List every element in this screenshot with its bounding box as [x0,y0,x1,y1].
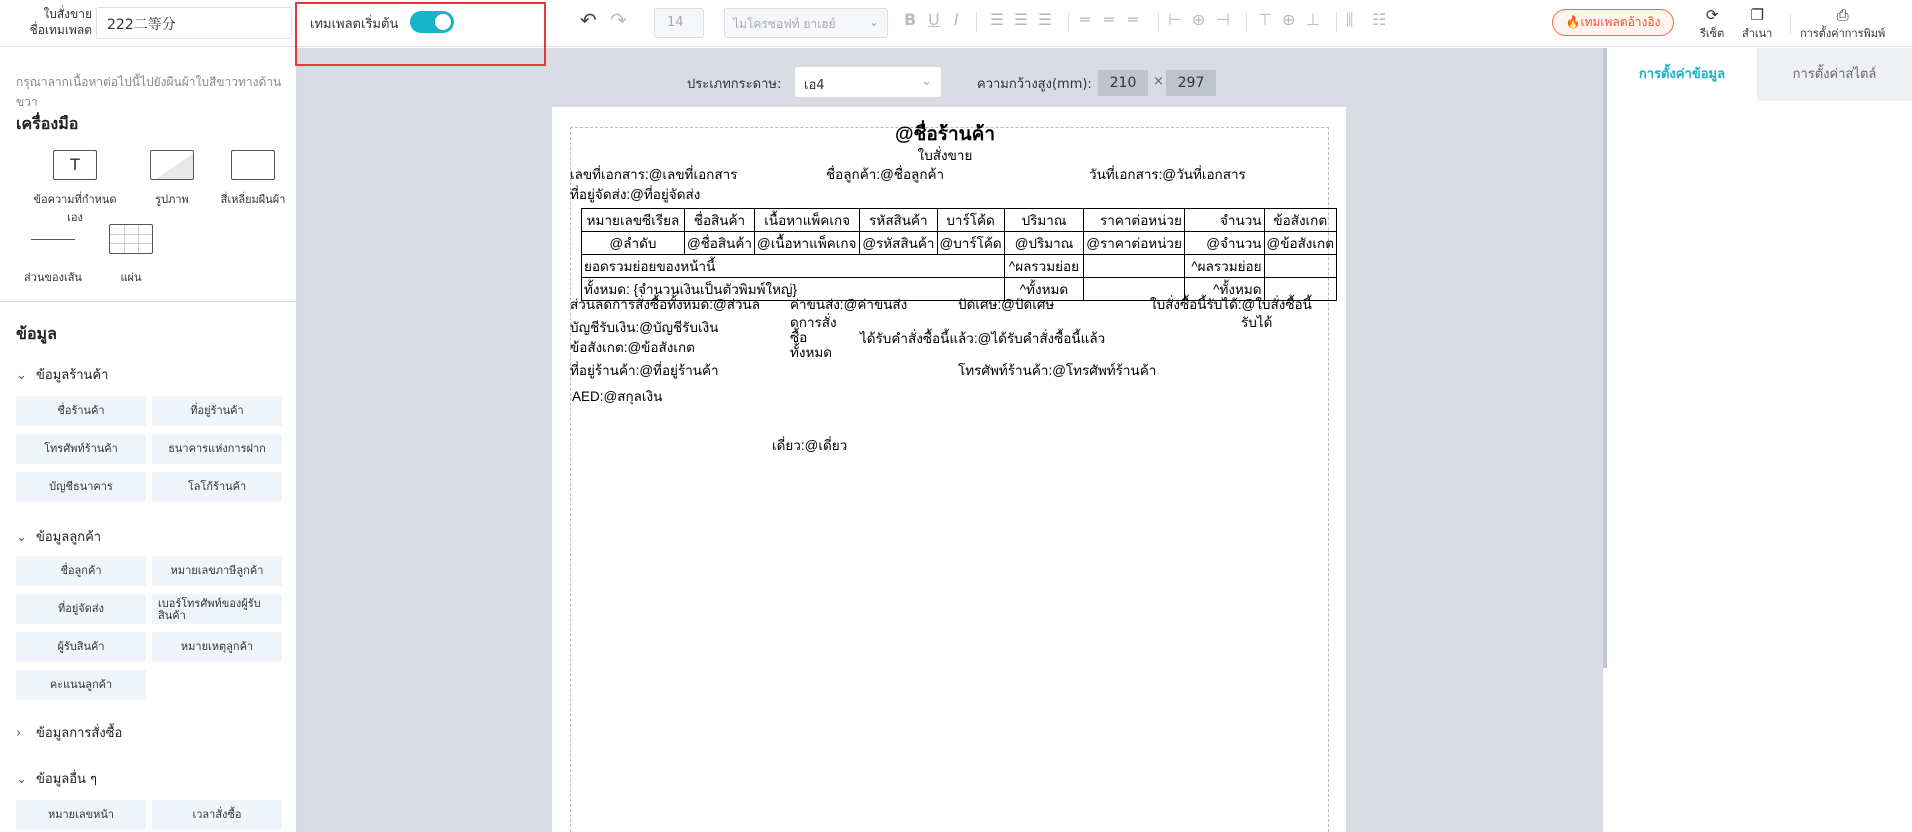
doc-number-field[interactable]: เลขที่เอกสาร:@เลขที่เอกสาร [570,167,738,182]
tab-data-settings[interactable]: การตั้งค่าข้อมูล [1607,48,1757,101]
discount-overflow: ดการสั่ง ซื้อ ทั้งหมด [790,315,837,360]
align-v-bottom-icon[interactable]: ⊥ [1306,10,1320,29]
copy-icon: ❐ [1750,6,1764,24]
header-cell: ชื่อสินค้า [684,209,754,232]
table-icon [109,224,153,254]
field-deposit-bank[interactable]: ธนาคารแห่งการฝาก [152,434,282,464]
field-customer-name[interactable]: ชื่อลูกค้า [16,556,146,586]
ship-address-field[interactable]: ที่อยู่จัดส่ง:@ที่อยู่จัดส่ง [570,187,701,202]
single-field[interactable]: เดี่ยว:@เดี่ยว [772,438,848,453]
field-store-logo[interactable]: โลโก้ร้านค้า [152,472,282,502]
highlight-box [295,2,546,66]
right-panel [1607,48,1912,832]
cell: @ลำดับ [582,232,685,255]
cell: ^ทั้งหมด [1184,278,1264,301]
tool-rectangle[interactable]: สี่เหลี่ยมผืนผ้า [208,150,298,208]
font-family-select[interactable]: ไมโครซอฟท์ ยาเฮย์ ⌄ [724,8,888,38]
undo-icon[interactable]: ↶ [580,8,597,32]
field-store-address[interactable]: ที่อยู่ร้านค้า [152,396,282,426]
header-cell: จำนวน [1184,209,1264,232]
template-name-label: ใบสั่งขาย ชื่อเทมเพลต [29,7,92,37]
align-v-center-icon[interactable]: ⊕ [1282,10,1296,29]
sidebar-divider [0,301,296,302]
tools-title: เครื่องมือ [16,114,79,133]
valign-bottom-icon[interactable]: ═ [1128,10,1138,29]
field-customer-tax-id[interactable]: หมายเลขภาษีลูกค้า [152,556,282,586]
tool-line[interactable]: ส่วนของเส้น [8,224,98,286]
redo-icon[interactable]: ↷ [610,8,627,32]
cell: @รหัสสินค้า [860,232,937,255]
distribute-v-icon[interactable]: ☷ [1372,10,1387,29]
tab-style-settings[interactable]: การตั้งค่าสไตล์ [1757,48,1912,101]
align-h-center-icon[interactable]: ⊕ [1192,10,1206,29]
chevron-down-icon: ⌄ [16,772,27,787]
cell: ทั้งหมด: {จำนวนเงินเป็นตัวพิมพ์ใหญ่} [582,278,1005,301]
align-right-icon[interactable]: ☰ [1038,10,1053,29]
cell: @เนื้อหาแพ็คเกจ [755,232,860,255]
field-shipping-address[interactable]: ที่อยู่จัดส่ง [16,594,146,624]
cell: @ปริมาณ [1004,232,1084,255]
header-cell: ราคาต่อหน่วย [1084,209,1185,232]
cell: @จำนวน [1184,232,1264,255]
receivable-wrap: รับได้ [1241,315,1273,330]
cell: @บาร์โค้ด [937,232,1004,255]
top-toolbar [0,0,1912,47]
cell: ^ผลรวมย่อย [1184,255,1264,278]
store-address-field[interactable]: ที่อยู่ร้านค้า:@ที่อยู่ร้านค้า [570,363,719,378]
field-customer-note[interactable]: หมายเหตุลูกค้า [152,632,282,662]
chevron-down-icon: ⌄ [921,74,932,89]
table-row [582,232,1337,255]
tool-custom-text[interactable]: T ข้อความที่กำหนดเอง [30,150,120,226]
table-header-row [582,209,1337,232]
paper-height-input[interactable]: 297 [1166,70,1216,96]
rounding-field[interactable]: ปัดเศษ:@ปัดเศษ [958,297,1055,312]
reset-button[interactable]: ⟳ รีเซ็ต [1700,6,1725,40]
times-sign: × [1153,74,1164,89]
field-bank-account[interactable]: บัญชีธนาคาร [16,472,146,502]
align-center-icon[interactable]: ☰ [1014,10,1029,29]
cell: @ชื่อสินค้า [684,232,754,255]
drag-hint: กรุณาลากเนื้อหาต่อไปนี้ไปยังผืนผ้าใบสีขาวทางด้านขวา [16,75,282,109]
received-field[interactable]: ได้รับคำสั่งซื้อนี้แล้ว:@ได้รับคำสั่งซื้อนี้แล้ว [860,331,1106,346]
header-cell: รหัสสินค้า [860,209,937,232]
default-template-label: เทมเพลตเริ่มต้น [310,17,399,32]
cell: ยอดรวมย่อยของหน้านี้ [582,255,1005,278]
paper-size-label: ความกว้างสูง(mm): [977,77,1092,92]
field-recipient[interactable]: ผู้รับสินค้า [16,632,146,662]
print-settings-button[interactable]: ⎙ การตั้งค่าการพิมพ์ [1800,6,1886,40]
align-left-icon[interactable]: ☰ [990,10,1005,29]
shipping-field[interactable]: ค่าขนส่ง:@ค่าขนส่ง [790,297,908,312]
italic-icon[interactable]: I [954,10,959,29]
bold-icon[interactable]: B [904,10,917,29]
cell: @ข้อสังเกต [1264,232,1336,255]
field-recipient-phone[interactable]: เบอร์โทรศัพท์ของผู้รับสินค้า [152,594,282,624]
account-field[interactable]: บัญชีรับเงิน:@บัญชีรับเงิน [570,320,719,335]
chevron-down-icon: ⌄ [868,15,879,29]
group-store-info[interactable]: ⌄ ข้อมูลร้านค้า [16,368,109,383]
group-other-info[interactable]: ⌄ ข้อมูลอื่น ๆ [16,772,98,787]
align-h-right-icon[interactable]: ⊣ [1216,10,1230,29]
header-cell: เนื้อหาแพ็คเกจ [755,209,860,232]
align-v-top-icon[interactable]: ⊤ [1258,10,1272,29]
receivable-field[interactable]: ใบสั่งซื้อนี้รับได้:@ใบสั่งซื้อนี้ [1150,297,1312,312]
customer-name-field[interactable]: ชื่อลูกค้า:@ชื่อลูกค้า [826,167,945,182]
subtotal-row [582,255,1337,278]
align-h-left-icon[interactable]: ⊢ [1168,10,1182,29]
paper-width-input[interactable]: 210 [1098,70,1148,96]
field-page-number[interactable]: หมายเลขหน้า [16,800,146,830]
cell: ^ผลรวมย่อย [1004,255,1084,278]
store-phone-field[interactable]: โทรศัพท์ร้านค้า:@โทรศัพท์ร้านค้า [958,363,1157,378]
field-store-phone[interactable]: โทรศัพท์ร้านค้า [16,434,146,464]
doc-date-field[interactable]: วันที่เอกสาร:@วันที่เอกสาร [1089,167,1246,182]
cell: @ราคาต่อหน่วย [1084,232,1185,255]
chevron-down-icon: ⌄ [16,368,27,383]
valign-top-icon[interactable]: ═ [1080,10,1090,29]
discount-field[interactable]: ส่วนลดการสั่งซื้อทั้งหมด:@ส่วนล [570,297,761,312]
reference-template-button[interactable]: 🔥เทมเพลตอ้างอิง [1552,9,1674,36]
header-cell: ปริมาณ [1004,209,1084,232]
fire-icon: 🔥 [1565,15,1581,29]
remark-field[interactable]: ข้อสังเกต:@ข้อสังเกต [570,340,695,355]
doc-title[interactable]: @ชื่อร้านค้า [894,124,996,145]
field-store-name[interactable]: ชื่อร้านค้า [16,396,146,426]
field-customer-points[interactable]: คะแนนลูกค้า [16,670,146,700]
template-name-input[interactable]: 222二等分 [96,7,292,39]
group-customer-info[interactable]: ⌄ ข้อมูลลูกค้า [16,530,102,545]
field-order-time[interactable]: เวลาสั่งซื้อ [152,800,282,830]
header-cell: ข้อสังเกต [1264,209,1336,232]
tool-image[interactable]: รูปภาพ [127,150,217,208]
refresh-icon: ⟳ [1705,6,1719,24]
text-icon: T [53,150,97,180]
line-icon [31,210,75,240]
group-order-info[interactable]: › ข้อมูลการสั่งซื้อ [16,726,123,741]
chevron-right-icon: › [16,726,22,741]
underline-icon[interactable]: U [928,10,940,29]
distribute-h-icon[interactable]: ⫼ [1346,10,1354,29]
doc-subtitle[interactable]: ใบสั่งขาย [917,148,973,163]
header-cell: บาร์โค้ด [937,209,1004,232]
cell: ^ทั้งหมด [1004,278,1084,301]
valign-middle-icon[interactable]: ═ [1104,10,1114,29]
items-table[interactable] [581,208,1337,301]
chevron-down-icon: ⌄ [16,530,27,545]
printer-icon: ⎙ [1836,6,1849,24]
currency-field[interactable]: AED:@สกุลเงิน [572,389,663,404]
paper-type-label: ประเภทกระดาษ: [687,77,782,92]
tool-table[interactable]: แผ่น [86,224,176,286]
data-title: ข้อมูล [16,324,57,343]
header-cell: หมายเลขซีเรียล [582,209,685,232]
font-size-input[interactable]: 14 [654,8,704,38]
copy-button[interactable]: ❐ สำเนา [1742,6,1773,40]
paper-type-select[interactable]: เอ4 ⌄ [795,67,941,97]
